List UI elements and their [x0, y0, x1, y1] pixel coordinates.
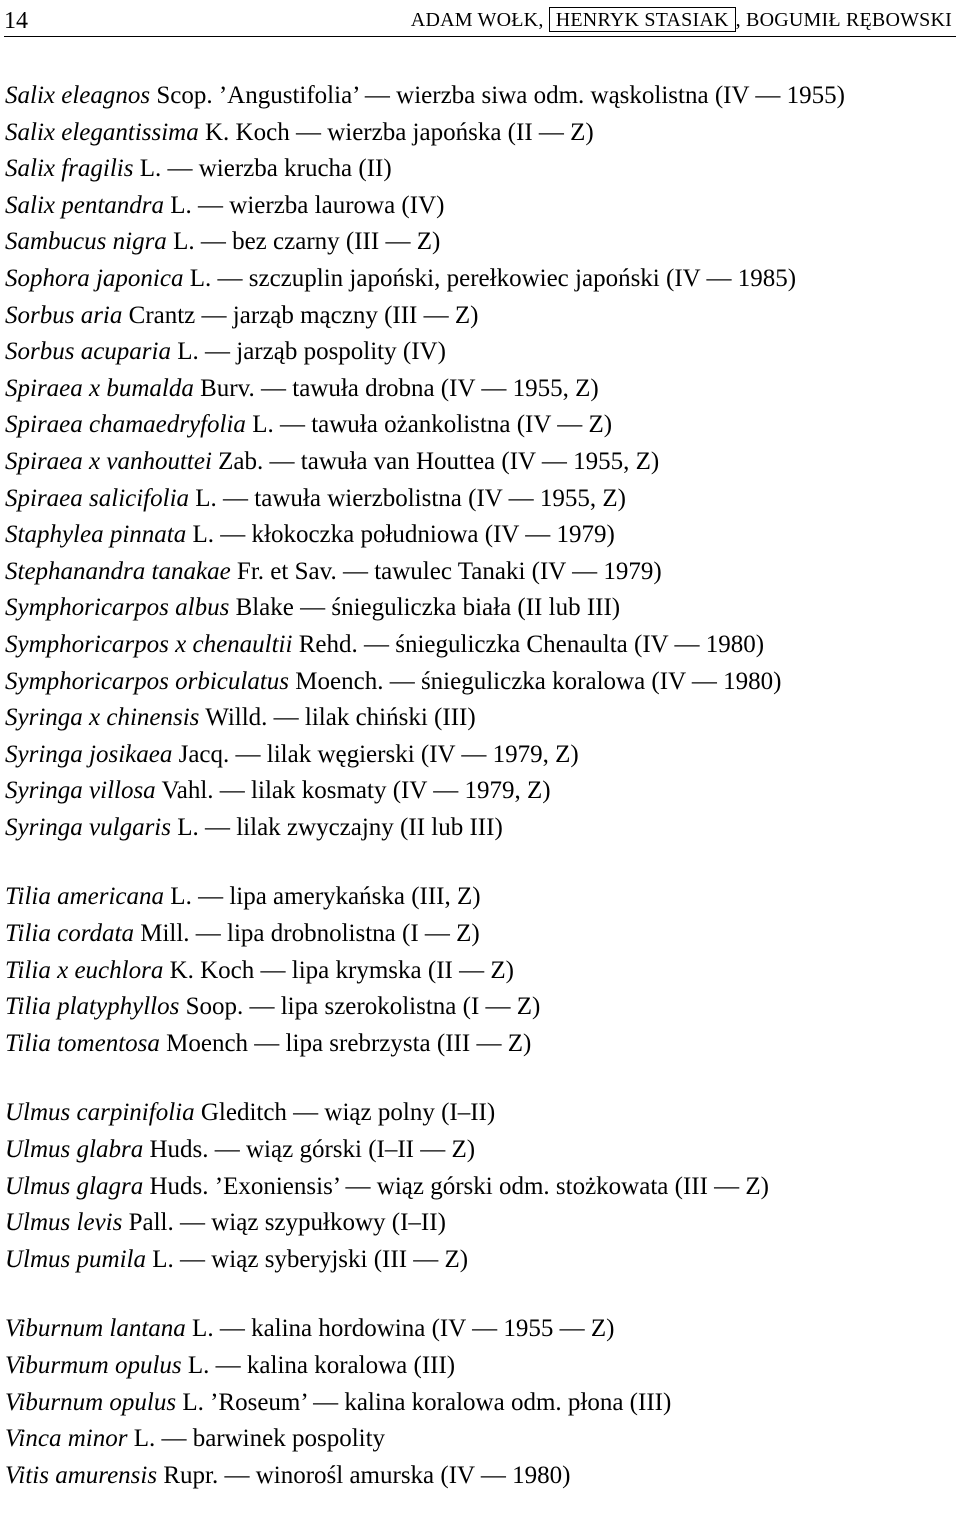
species-entry [5, 590, 955, 627]
header-rule [4, 36, 956, 37]
latin-name: Spiraea salicifolia [5, 484, 190, 512]
latin-name: Viburnum opulus [5, 1388, 177, 1416]
species-entry [5, 224, 955, 261]
species-entry [5, 115, 955, 152]
common-name-detail: L. — lipa amerykańska (III, Z) [164, 883, 481, 911]
latin-name: Syringa josikaea [5, 740, 173, 768]
species-entry [5, 188, 955, 225]
common-name-detail: Moench. — śnieguliczka koralowa (IV — 1980) [289, 667, 782, 695]
species-entry [5, 1026, 955, 1063]
species-group [5, 1311, 955, 1494]
common-name-detail: Mill. — lipa drobnolistna (I — Z) [133, 920, 480, 948]
common-name-detail: L. — kalina koralowa (III) [181, 1352, 456, 1379]
species-entry [5, 1311, 955, 1348]
common-name-detail: Crantz — jarząb mączny (III — Z) [122, 301, 479, 329]
latin-name: Syringa x chinensis [5, 704, 200, 732]
common-name-detail: L. — jarząb pospolity (IV) [170, 338, 446, 366]
species-entry [5, 517, 955, 554]
species-entry [5, 1348, 955, 1385]
species-entry [5, 151, 955, 188]
group-spacer [5, 1062, 955, 1095]
species-entry [5, 554, 955, 591]
species-entry [5, 737, 955, 774]
latin-name: Tilia x euchlora [5, 956, 164, 984]
species-entry [5, 916, 955, 953]
latin-name: Salix elegantissima [5, 118, 199, 146]
species-entry [5, 371, 955, 408]
latin-name: Sorbus aria [5, 301, 123, 329]
common-name-detail: Moench — lipa srebrzysta (III — Z) [159, 1029, 532, 1057]
latin-name: Symphoricarpos orbiculatus [5, 667, 290, 695]
latin-name: Vinca minor [5, 1425, 128, 1453]
species-entry [5, 1242, 955, 1279]
group-spacer [5, 846, 955, 879]
latin-name: Tilia tomentosa [5, 1029, 160, 1057]
species-entry [5, 700, 955, 737]
latin-name: Spiraea x vanhouttei [5, 447, 212, 475]
species-entry [5, 1385, 955, 1422]
species-group [5, 879, 955, 1062]
species-entry [5, 78, 955, 115]
species-entry [5, 627, 955, 664]
common-name-detail: Fr. et Sav. — tawulec Tanaki (IV — 1979) [230, 557, 662, 585]
latin-name: Viburmum opulus [5, 1352, 182, 1379]
species-group [5, 1095, 955, 1278]
author-c: , BOGUMIŁ RĘBOWSKI [735, 9, 952, 31]
common-name-detail: L. — kalina hordowina (IV — 1955 — Z) [185, 1315, 615, 1343]
latin-name: Tilia platyphyllos [5, 993, 180, 1021]
common-name-detail: L. — kłokoczka południowa (IV — 1979) [186, 521, 615, 549]
author-b-boxed: HENRYK STASIAK [549, 7, 736, 32]
latin-name: Ulmus levis [5, 1209, 123, 1237]
common-name-detail: Huds. ’Exoniensis’ — wiąz górski odm. stożkowata (III — Z) [143, 1172, 770, 1200]
latin-name: Ulmus carpinifolia [5, 1099, 195, 1127]
species-entry [5, 953, 955, 990]
common-name-detail: L. — barwinek pospolity [127, 1425, 386, 1453]
species-entry [5, 481, 955, 518]
latin-name: Ulmus glabra [5, 1136, 144, 1164]
common-name-detail: Jacq. — lilak węgierski (IV — 1979, Z) [172, 740, 579, 768]
author-a: ADAM WOŁK, [410, 9, 544, 31]
species-entry [5, 989, 955, 1026]
latin-name: Syringa villosa [5, 777, 156, 805]
latin-name: Vitis amurensis [5, 1461, 158, 1489]
species-entry [5, 773, 955, 810]
common-name-detail: L. — wierzba laurowa (IV) [164, 191, 445, 219]
species-entry [5, 407, 955, 444]
species-entry [5, 810, 955, 847]
species-entry [5, 1095, 955, 1132]
latin-name: Salix eleagnos [5, 82, 151, 109]
common-name-detail: L. — wiąz syberyjski (III — Z) [145, 1245, 469, 1273]
latin-name: Ulmus pumila [5, 1245, 146, 1273]
common-name-detail: Soop. — lipa szerokolistna (I — Z) [179, 993, 541, 1021]
common-name-detail: Gleditch — wiąz polny (I–II) [194, 1099, 496, 1127]
page-number: 14 [4, 8, 28, 34]
common-name-detail: Scop. ’Angustifolia’ — wierzba siwa odm. wąskolistna (IV — 1955) [150, 82, 845, 109]
common-name-detail: L. — lilak zwyczajny (II lub III) [170, 813, 503, 841]
latin-name: Salix fragilis [5, 155, 134, 183]
latin-name: Symphoricarpos x chenaultii [5, 630, 293, 658]
latin-name: Viburnum lantana [5, 1315, 186, 1343]
species-entry [5, 1205, 955, 1242]
species-group [5, 78, 955, 846]
latin-name: Tilia americana [5, 883, 165, 911]
authors-line [411, 9, 952, 32]
species-entry [5, 444, 955, 481]
species-entry [5, 1169, 955, 1206]
common-name-detail: Willd. — lilak chiński (III) [199, 704, 476, 732]
species-entry [5, 1458, 955, 1495]
latin-name: Spiraea x bumalda [5, 374, 194, 402]
species-entry [5, 1421, 955, 1458]
common-name-detail: Vahl. — lilak kosmaty (IV — 1979, Z) [155, 777, 551, 805]
common-name-detail: L. — bez czarny (III — Z) [166, 228, 441, 256]
common-name-detail: K. Koch — lipa krymska (II — Z) [163, 956, 514, 984]
common-name-detail: Burv. — tawuła drobna (IV — 1955, Z) [193, 374, 599, 402]
common-name-detail: L. — szczuplin japoński, perełkowiec japoński (IV — 1985) [183, 264, 797, 292]
common-name-detail: Zab. — tawuła van Houttea (IV — 1955, Z) [211, 447, 660, 475]
latin-name: Symphoricarpos albus [5, 594, 230, 622]
running-header [4, 2, 956, 38]
common-name-detail: Pall. — wiąz szypułkowy (I–II) [122, 1209, 446, 1237]
latin-name: Stephanandra tanakae [5, 557, 231, 585]
latin-name: Ulmus glagra [5, 1172, 144, 1200]
common-name-detail: Huds. — wiąz górski (I–II — Z) [143, 1136, 476, 1164]
latin-name: Tilia cordata [5, 920, 134, 948]
common-name-detail: L. — wierzba krucha (II) [133, 155, 392, 183]
species-list [5, 78, 955, 1494]
common-name-detail: L. — tawuła wierzbolistna (IV — 1955, Z) [189, 484, 626, 512]
latin-name: Spiraea chamaedryfolia [5, 411, 246, 439]
latin-name: Staphylea pinnata [5, 521, 187, 549]
species-entry [5, 1132, 955, 1169]
latin-name: Salix pentandra [5, 191, 165, 219]
species-entry [5, 879, 955, 916]
species-entry [5, 664, 955, 701]
common-name-detail: Blake — śnieguliczka biała (II lub III) [229, 594, 621, 622]
latin-name: Syringa vulgaris [5, 813, 171, 841]
latin-name: Sophora japonica [5, 264, 184, 292]
common-name-detail: L. ’Roseum’ — kalina koralowa odm. płona (III) [176, 1388, 672, 1416]
common-name-detail: L. — tawuła ożankolistna (IV — Z) [245, 411, 613, 439]
latin-name: Sambucus nigra [5, 228, 167, 256]
species-entry [5, 261, 955, 298]
common-name-detail: Rupr. — winorośl amurska (IV — 1980) [157, 1461, 571, 1489]
common-name-detail: Rehd. — śnieguliczka Chenaulta (IV — 1980) [292, 630, 765, 658]
common-name-detail: K. Koch — wierzba japońska (II — Z) [198, 118, 594, 146]
species-entry [5, 298, 955, 335]
latin-name: Sorbus acuparia [5, 338, 171, 366]
species-entry [5, 334, 955, 371]
group-spacer [5, 1278, 955, 1311]
